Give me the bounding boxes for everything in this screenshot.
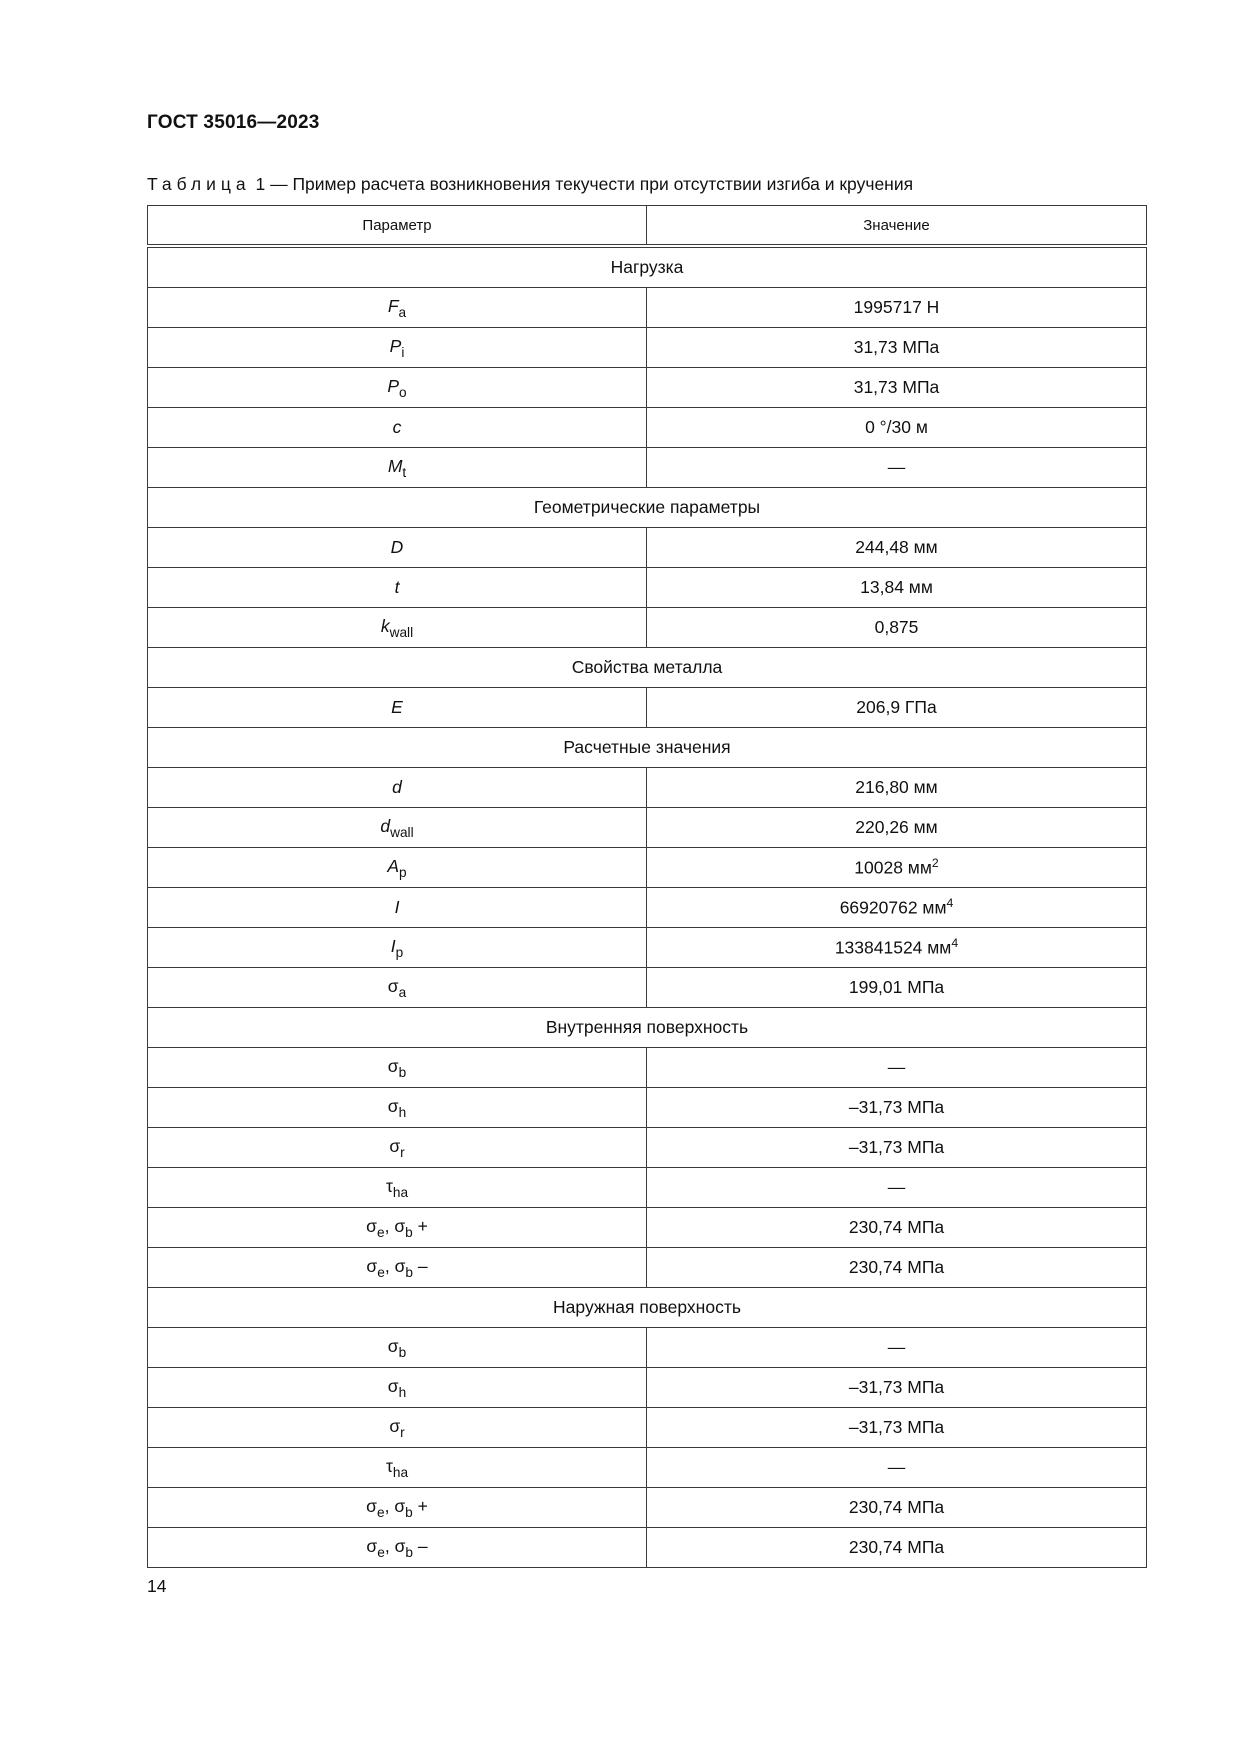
table-row bbox=[148, 1528, 1147, 1568]
param-cell: $\sigma_e$, $\sigma_b$ + bbox=[148, 1208, 647, 1248]
value-cell: — bbox=[647, 1048, 1147, 1088]
table-row bbox=[148, 1248, 1147, 1288]
param-cell: $\sigma_h$ bbox=[148, 1368, 647, 1408]
table-header-row bbox=[148, 206, 1147, 247]
param-cell: I bbox=[148, 888, 647, 928]
param-cell: $\sigma_h$ bbox=[148, 1088, 647, 1128]
table-row bbox=[148, 408, 1147, 448]
param-cell: $\sigma_e$, $\sigma_b$ + bbox=[148, 1488, 647, 1528]
table-row bbox=[148, 288, 1147, 328]
param-cell: E bbox=[148, 688, 647, 728]
value-cell: 230,74 МПа bbox=[647, 1488, 1147, 1528]
value-cell: — bbox=[647, 1168, 1147, 1208]
param-cell: $I_p$ bbox=[148, 928, 647, 968]
value-cell: –31,73 МПа bbox=[647, 1088, 1147, 1128]
value-cell: 0 °/30 м bbox=[647, 408, 1147, 448]
table-row bbox=[148, 528, 1147, 568]
page-number: 14 bbox=[147, 1576, 167, 1596]
table-row bbox=[148, 1368, 1147, 1408]
param-cell: $d_{wall}$ bbox=[148, 808, 647, 848]
value-cell: 10028 $мм^2$ bbox=[647, 848, 1147, 888]
param-cell: t bbox=[148, 568, 647, 608]
section-title-load: Нагрузка bbox=[148, 246, 1147, 288]
table-row bbox=[148, 1048, 1147, 1088]
value-cell: 31,73 МПа bbox=[647, 328, 1147, 368]
section-row bbox=[148, 648, 1147, 688]
table-row bbox=[148, 888, 1147, 928]
param-cell: $\sigma_a$ bbox=[148, 968, 647, 1008]
column-header-parameter: Параметр bbox=[148, 206, 647, 247]
value-cell: 220,26 мм bbox=[647, 808, 1147, 848]
param-cell: $k_{wall}$ bbox=[148, 608, 647, 648]
param-cell: $\sigma_r$ bbox=[148, 1408, 647, 1448]
param-cell: $\sigma_r$ bbox=[148, 1128, 647, 1168]
section-row bbox=[148, 728, 1147, 768]
param-cell: $P_i$ bbox=[148, 328, 647, 368]
param-cell: $A_p$ bbox=[148, 848, 647, 888]
table-caption bbox=[147, 174, 913, 195]
param-cell: c bbox=[148, 408, 647, 448]
value-cell: 66920762 $мм^4$ bbox=[647, 888, 1147, 928]
param-cell: $\sigma_b$ bbox=[148, 1048, 647, 1088]
table-row bbox=[148, 1128, 1147, 1168]
table-caption-label: Таблица bbox=[147, 174, 251, 194]
table-row bbox=[148, 688, 1147, 728]
table-row bbox=[148, 808, 1147, 848]
value-cell: 0,875 bbox=[647, 608, 1147, 648]
value-cell: — bbox=[647, 1448, 1147, 1488]
table-row bbox=[148, 848, 1147, 888]
value-cell: 206,9 ГПа bbox=[647, 688, 1147, 728]
value-cell: — bbox=[647, 1328, 1147, 1368]
table-row bbox=[148, 1328, 1147, 1368]
value-cell: 216,80 мм bbox=[647, 768, 1147, 808]
value-cell: 244,48 мм bbox=[647, 528, 1147, 568]
table-row bbox=[148, 328, 1147, 368]
value-cell: 13,84 мм bbox=[647, 568, 1147, 608]
table-row bbox=[148, 448, 1147, 488]
param-cell: $P_o$ bbox=[148, 368, 647, 408]
table-caption-title: 1 — Пример расчета возникновения текучести при отсутствии изгиба и кручения bbox=[250, 174, 914, 194]
value-cell: — bbox=[647, 448, 1147, 488]
value-cell: –31,73 МПа bbox=[647, 1128, 1147, 1168]
document-id: ГОСТ 35016—2023 bbox=[147, 112, 320, 133]
param-cell: d bbox=[148, 768, 647, 808]
section-row bbox=[148, 1288, 1147, 1328]
section-row bbox=[148, 246, 1147, 288]
param-cell: $\sigma_e$, $\sigma_b$ – bbox=[148, 1248, 647, 1288]
value-cell: –31,73 МПа bbox=[647, 1368, 1147, 1408]
table-row bbox=[148, 928, 1147, 968]
table-row bbox=[148, 968, 1147, 1008]
section-title-metal: Свойства металла bbox=[148, 648, 1147, 688]
table-row bbox=[148, 1448, 1147, 1488]
param-cell: $\sigma_b$ bbox=[148, 1328, 647, 1368]
table-row bbox=[148, 768, 1147, 808]
table-row bbox=[148, 608, 1147, 648]
section-title-inner: Внутренняя поверхность bbox=[148, 1008, 1147, 1048]
value-cell: 230,74 МПа bbox=[647, 1208, 1147, 1248]
value-cell: 1995717 Н bbox=[647, 288, 1147, 328]
param-cell: $\tau_{ha}$ bbox=[148, 1448, 647, 1488]
table-row bbox=[148, 1168, 1147, 1208]
table-row bbox=[148, 1408, 1147, 1448]
param-cell: $F_a$ bbox=[148, 288, 647, 328]
value-cell: 230,74 МПа bbox=[647, 1248, 1147, 1288]
table-row bbox=[148, 1088, 1147, 1128]
table-row bbox=[148, 568, 1147, 608]
value-cell: –31,73 МПа bbox=[647, 1408, 1147, 1448]
value-cell: 230,74 МПа bbox=[647, 1528, 1147, 1568]
table-row bbox=[148, 1488, 1147, 1528]
calculation-table bbox=[147, 205, 1147, 1568]
param-cell: D bbox=[148, 528, 647, 568]
value-cell: 133841524 $мм^4$ bbox=[647, 928, 1147, 968]
param-cell: $\tau_{ha}$ bbox=[148, 1168, 647, 1208]
section-title-outer: Наружная поверхность bbox=[148, 1288, 1147, 1328]
section-title-geometry: Геометрические параметры bbox=[148, 488, 1147, 528]
value-cell: 199,01 МПа bbox=[647, 968, 1147, 1008]
param-cell: $M_t$ bbox=[148, 448, 647, 488]
column-header-value: Значение bbox=[647, 206, 1147, 247]
section-row bbox=[148, 488, 1147, 528]
param-cell: $\sigma_e$, $\sigma_b$ – bbox=[148, 1528, 647, 1568]
value-cell: 31,73 МПа bbox=[647, 368, 1147, 408]
section-title-calc: Расчетные значения bbox=[148, 728, 1147, 768]
section-row bbox=[148, 1008, 1147, 1048]
table-row bbox=[148, 368, 1147, 408]
table-row bbox=[148, 1208, 1147, 1248]
